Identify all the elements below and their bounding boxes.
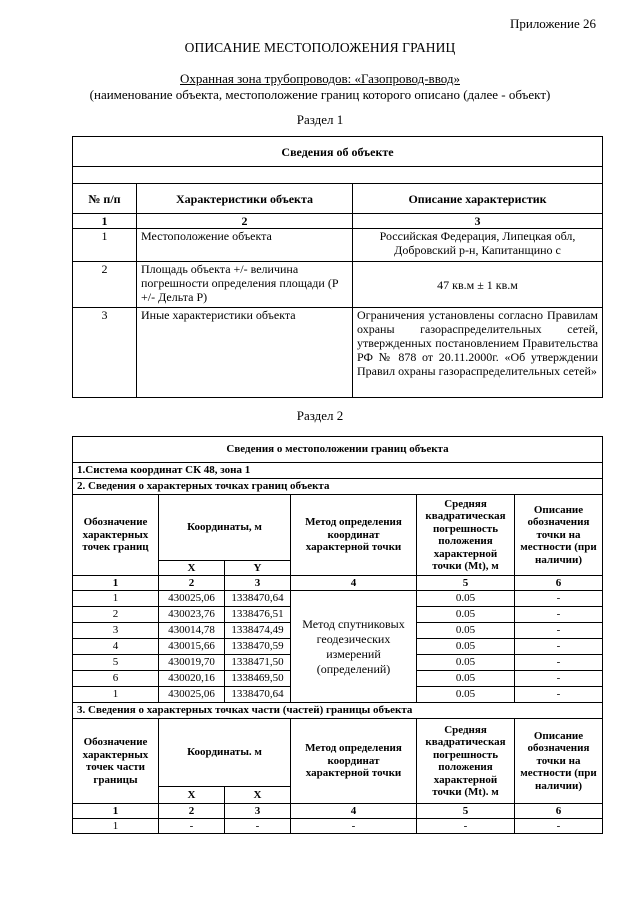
point-y: - bbox=[225, 819, 291, 834]
point-y: 1338476,51 bbox=[225, 607, 291, 623]
column-header: X bbox=[159, 787, 225, 804]
point-error: 0.05 bbox=[417, 591, 515, 607]
point-y: 1338470,59 bbox=[225, 639, 291, 655]
point-description: - bbox=[515, 671, 603, 687]
point-number: 5 bbox=[73, 655, 159, 671]
column-header: Метод определения координат характерной точки bbox=[291, 719, 417, 804]
column-header: Описание характеристик bbox=[353, 184, 603, 214]
point-number: 1 bbox=[73, 687, 159, 703]
column-header: X bbox=[225, 787, 291, 804]
object-name: Охранная зона трубопроводов: «Газопровод-ввод» bbox=[180, 71, 460, 86]
point-error: 0.05 bbox=[417, 623, 515, 639]
point-number: 2 bbox=[73, 607, 159, 623]
column-header: № п/п bbox=[73, 184, 137, 214]
section-2-label: Раздел 2 bbox=[296, 408, 344, 423]
point-error: 0.05 bbox=[417, 687, 515, 703]
point-y: 1338469,50 bbox=[225, 671, 291, 687]
column-number: 4 bbox=[291, 576, 417, 591]
characteristic-value: Российская Федерация, Липецкая обл, Добровский р-н, Капитанщино с bbox=[353, 229, 603, 262]
object-name-caption: (наименование объекта, местоположение границ которого описано (далее - объект) bbox=[89, 87, 551, 102]
characteristic-name: Местоположение объекта bbox=[137, 229, 353, 262]
column-number: 2 bbox=[159, 576, 225, 591]
column-header: X bbox=[159, 561, 225, 576]
coordinate-system: 1.Система координат СК 48, зона 1 bbox=[73, 463, 603, 479]
column-header: Обозначение характерных точек границ bbox=[73, 495, 159, 576]
column-header: Средняя квадратическая погрешность положения характерной точки (Mt), м bbox=[417, 495, 515, 576]
table-row bbox=[73, 229, 603, 262]
column-number: 3 bbox=[353, 214, 603, 229]
point-description: - bbox=[515, 687, 603, 703]
point-x: 430019,70 bbox=[159, 655, 225, 671]
point-error: 0.05 bbox=[417, 639, 515, 655]
column-number: 4 bbox=[291, 804, 417, 819]
point-number: 4 bbox=[73, 639, 159, 655]
column-header: Метод определения координат характерной точки bbox=[291, 495, 417, 576]
column-number: 1 bbox=[73, 804, 159, 819]
point-number: 1 bbox=[73, 591, 159, 607]
point-error: 0.05 bbox=[417, 671, 515, 687]
point-x: - bbox=[159, 819, 225, 834]
column-number: 6 bbox=[515, 804, 603, 819]
table-title: Сведения об объекте bbox=[73, 137, 603, 167]
column-header: Средняя квадратическая погрешность положения характерной точки (Mt). м bbox=[417, 719, 515, 804]
section-1-label: Раздел 1 bbox=[296, 112, 344, 127]
point-error: - bbox=[417, 819, 515, 834]
column-number: 3 bbox=[225, 576, 291, 591]
point-y: 1338471,50 bbox=[225, 655, 291, 671]
characteristic-value: Ограничения установлены согласно Правилам охраны газораспределительных сетей, утвержденных постановлением Правительства РФ № 878 от 20.11.2000г. «Об утверждении Правил охраны газораспределительных сетей» bbox=[353, 308, 603, 398]
column-number: 5 bbox=[417, 576, 515, 591]
point-x: 430025,06 bbox=[159, 687, 225, 703]
point-x: 430025,06 bbox=[159, 591, 225, 607]
document-title: ОПИСАНИЕ МЕСТОПОЛОЖЕНИЯ ГРАНИЦ bbox=[184, 40, 456, 55]
table-row bbox=[73, 262, 603, 308]
boundary-location-table bbox=[72, 436, 603, 834]
column-header: Характеристики объекта bbox=[137, 184, 353, 214]
point-x: 430014,78 bbox=[159, 623, 225, 639]
column-number: 5 bbox=[417, 804, 515, 819]
table-row bbox=[73, 308, 603, 398]
point-description: - bbox=[515, 591, 603, 607]
column-header: Обозначение характерных точек части границы bbox=[73, 719, 159, 804]
row-number: 1 bbox=[73, 229, 137, 262]
column-number: 1 bbox=[73, 214, 137, 229]
column-header: Описание обозначения точки на местности (при наличии) bbox=[515, 719, 603, 804]
row-number: 2 bbox=[73, 262, 137, 308]
row-number: 3 bbox=[73, 308, 137, 398]
point-description: - bbox=[515, 655, 603, 671]
point-y: 1338470,64 bbox=[225, 591, 291, 607]
column-number: 1 bbox=[73, 576, 159, 591]
point-description: - bbox=[515, 623, 603, 639]
column-header: Координаты. м bbox=[159, 719, 291, 787]
spacer-row bbox=[73, 167, 603, 184]
point-description: - bbox=[515, 819, 603, 834]
point-y: 1338470,64 bbox=[225, 687, 291, 703]
column-header: Y bbox=[225, 561, 291, 576]
characteristic-name: Площадь объекта +/- величина погрешности определения площади (Р +/- Дельта Р) bbox=[137, 262, 353, 308]
point-x: 430015,66 bbox=[159, 639, 225, 655]
method-cell: Метод спутниковых геодезических измерений (определений) bbox=[291, 591, 417, 703]
column-header: Координаты, м bbox=[159, 495, 291, 561]
table-row bbox=[73, 591, 603, 607]
subsection-title: 3. Сведения о характерных точках части (частей) границы объекта bbox=[73, 703, 603, 719]
column-number: 2 bbox=[159, 804, 225, 819]
column-number: 3 bbox=[225, 804, 291, 819]
point-description: - bbox=[515, 607, 603, 623]
point-x: 430020,16 bbox=[159, 671, 225, 687]
point-y: 1338474,49 bbox=[225, 623, 291, 639]
characteristic-value: 47 кв.м ± 1 кв.м bbox=[353, 262, 603, 308]
point-x: 430023,76 bbox=[159, 607, 225, 623]
point-number: 1 bbox=[73, 819, 159, 834]
point-error: 0.05 bbox=[417, 655, 515, 671]
point-number: 3 bbox=[73, 623, 159, 639]
characteristic-name: Иные характеристики объекта bbox=[137, 308, 353, 398]
point-error: 0.05 bbox=[417, 607, 515, 623]
column-number: 6 bbox=[515, 576, 603, 591]
appendix-label: Приложение 26 bbox=[509, 16, 596, 31]
point-number: 6 bbox=[73, 671, 159, 687]
object-info-table bbox=[72, 136, 603, 398]
point-description: - bbox=[515, 639, 603, 655]
table-title: Сведения о местоположении границ объекта bbox=[73, 437, 603, 463]
table-row bbox=[73, 819, 603, 834]
column-number: 2 bbox=[137, 214, 353, 229]
column-header: Описание обозначения точки на местности (при наличии) bbox=[515, 495, 603, 576]
point-method: - bbox=[291, 819, 417, 834]
subsection-title: 2. Сведения о характерных точках границ объекта bbox=[73, 479, 603, 495]
